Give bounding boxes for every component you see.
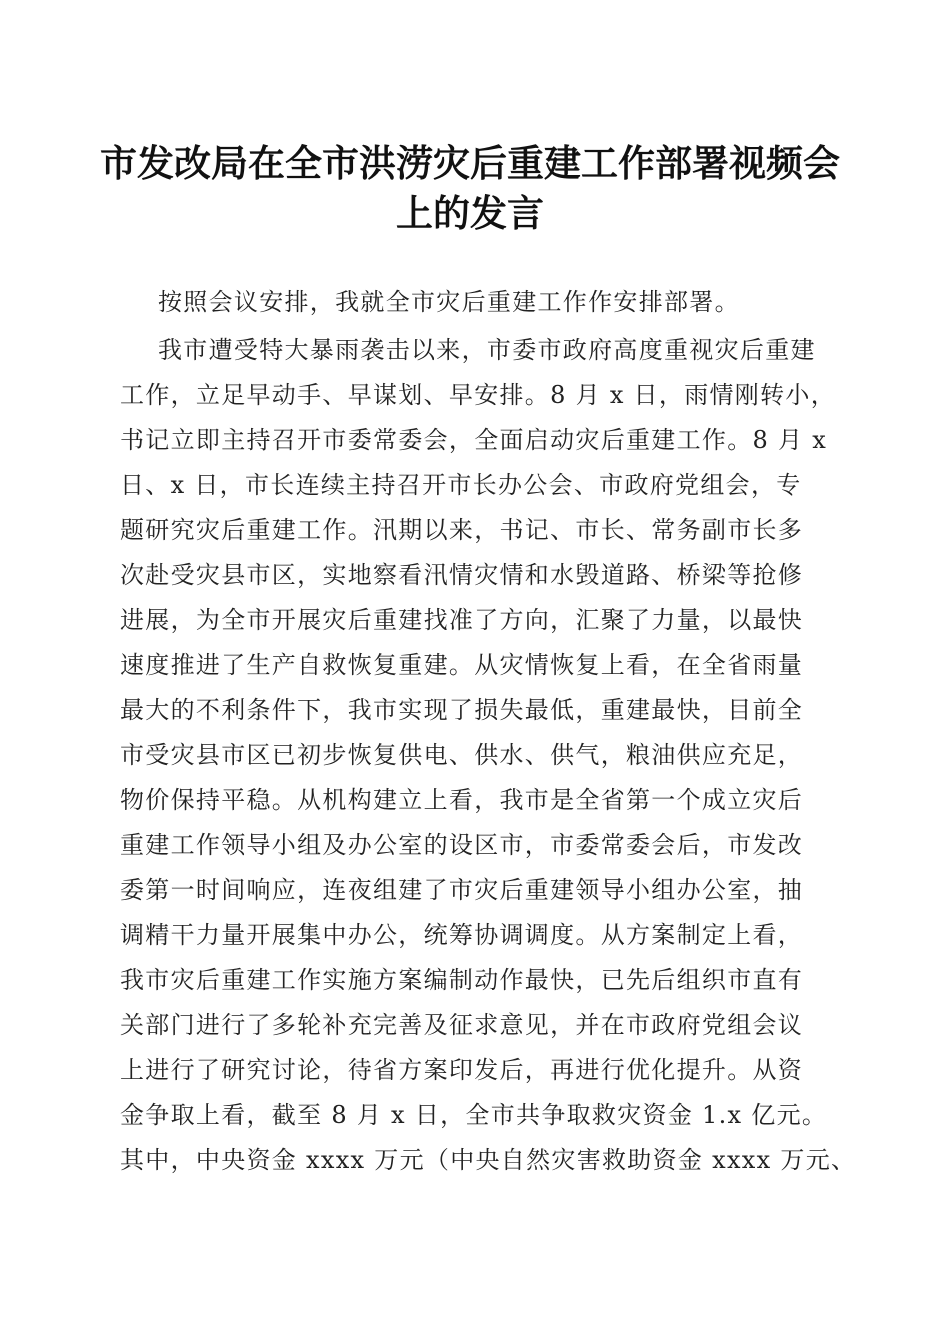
text-line: 重建工作领导小组及办公室的设区市，市委常委会后，市发改 — [120, 831, 804, 859]
text-line: 速度推进了生产自救恢复重建。从灾情恢复上看，在全省雨量 — [120, 651, 804, 679]
text-line: 书记立即主持召开市委常委会，全面启动灾后重建工作。8 月 x — [120, 426, 828, 454]
text-line: 金争取上看，截至 8 月 x 日，全市共争取救灾资金 1.x 亿元。 — [120, 1101, 828, 1129]
document-title — [100, 138, 840, 238]
text-line: 物价保持平稳。从机构建立上看，我市是全省第一个成立灾后 — [120, 786, 804, 814]
text-line: 市受灾县市区已初步恢复供电、供水、供气，粮油供应充足， — [120, 741, 804, 769]
paragraph-2 — [120, 328, 857, 1183]
text-line: 按照会议安排，我就全市灾后重建工作作安排部署。 — [158, 288, 740, 316]
text-line: 题研究灾后重建工作。汛期以来，书记、市长、常务副市长多 — [120, 516, 804, 544]
text-line: 次赴受灾县市区，实地察看汛情灾情和水毁道路、桥梁等抢修 — [120, 561, 804, 589]
text-line: 最大的不利条件下，我市实现了损失最低，重建最快，目前全 — [120, 696, 804, 724]
text-line: 我市灾后重建工作实施方案编制动作最快，已先后组织市直有 — [120, 966, 804, 994]
document-body — [120, 280, 857, 1183]
text-line: 工作，立足早动手、早谋划、早安排。8 月 x 日，雨情刚转小， — [120, 381, 836, 409]
text-line: 我市遭受特大暴雨袭击以来，市委市政府高度重视灾后重建 — [158, 336, 816, 364]
text-line: 委第一时间响应，连夜组建了市灾后重建领导小组办公室，抽 — [120, 876, 804, 904]
text-line: 进展，为全市开展灾后重建找准了方向，汇聚了力量，以最快 — [120, 606, 804, 634]
title-line: 上的发言 — [396, 191, 544, 235]
text-line: 关部门进行了多轮补充完善及征求意见，并在市政府党组会议 — [120, 1011, 804, 1039]
title-line: 市发改局在全市洪涝灾后重建工作部署视频会 — [100, 141, 840, 185]
text-line: 调精干力量开展集中办公，统筹协调调度。从方案制定上看， — [120, 921, 804, 949]
text-line: 其中，中央资金 xxxx 万元（中央自然灾害救助资金 xxxx 万元、 — [120, 1146, 857, 1174]
paragraph-1 — [120, 280, 826, 325]
text-line: 日、x 日，市长连续主持召开市长办公会、市政府党组会，专 — [120, 471, 802, 499]
text-line: 上进行了研究讨论，待省方案印发后，再进行优化提升。从资 — [120, 1056, 804, 1084]
